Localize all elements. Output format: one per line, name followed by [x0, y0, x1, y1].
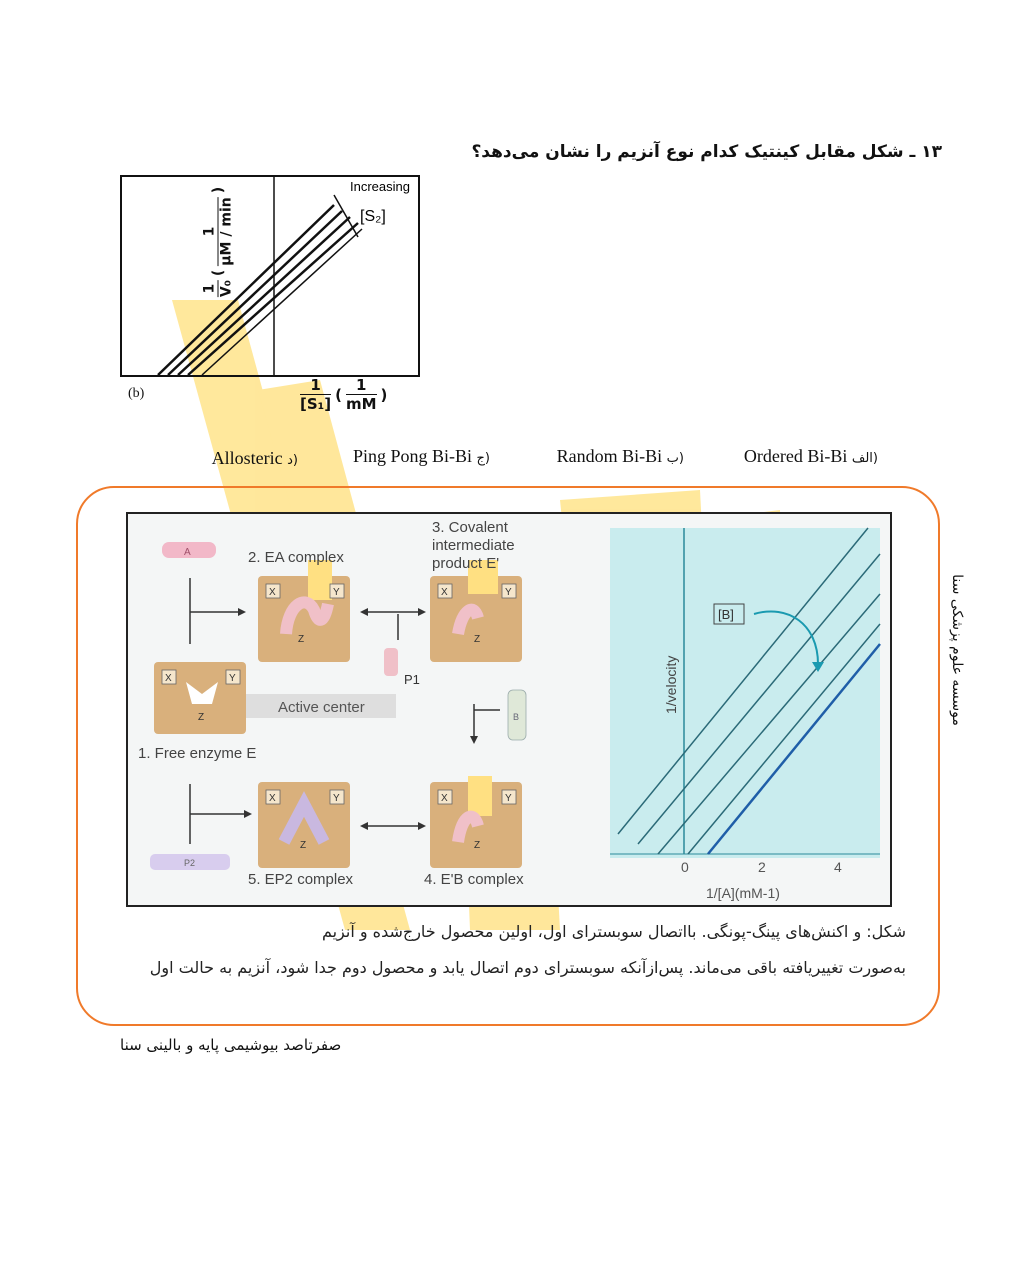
- option-d[interactable]: [212, 448, 298, 469]
- step4-label: 4. E'B complex: [424, 871, 524, 888]
- svg-text:X: X: [441, 587, 448, 598]
- side-watermark: [942, 530, 972, 770]
- substrate-a-label: A: [184, 547, 191, 558]
- increasing-label: Increasing: [350, 179, 410, 194]
- svg-text:Y: Y: [333, 587, 340, 598]
- option-a[interactable]: [744, 446, 878, 467]
- step3-line2: intermediate: [432, 537, 515, 554]
- svg-text:Y: Y: [229, 673, 236, 684]
- y-axis-label: 1 V₀ ( 1 μM / min ): [201, 186, 235, 298]
- svg-text:X: X: [441, 793, 448, 804]
- product-p1-label: P1: [404, 672, 420, 687]
- caption-line-1: شکل: و اکنش‌های پینگ-پونگی. بااتصال سوبسترای اول، اولین محصول خارج‌شده و آنزیم: [321, 922, 906, 941]
- ylabel-num: 1: [201, 283, 218, 294]
- option-d-text: Allosteric: [211, 448, 283, 468]
- yunit-num: 1: [201, 226, 218, 237]
- svg-text:Y: Y: [333, 793, 340, 804]
- step5-label: 5. EP2 complex: [248, 871, 354, 888]
- graph-tick-2: 2: [758, 859, 766, 875]
- s2-label: [S₂]: [360, 208, 386, 225]
- substrate-b-label: B: [513, 712, 520, 722]
- svg-text:Y: Y: [505, 793, 512, 804]
- active-center-label: Active center: [278, 699, 365, 716]
- xlabel-den: [S₁]: [300, 395, 332, 413]
- product-p1-shape: [384, 648, 398, 676]
- svg-text:Z: Z: [300, 840, 307, 851]
- svg-text:X: X: [165, 673, 172, 684]
- ylabel-den: V₀: [218, 280, 235, 298]
- step3-line3: product E': [432, 555, 500, 572]
- option-a-text: Ordered Bi-Bi: [743, 446, 848, 466]
- product-p2-label: P2: [184, 858, 196, 868]
- option-d-label: د): [287, 453, 298, 468]
- x-axis-label: $\frac{1}{\text{[S₁]}}$ ( $\frac{1}{mM}$ ): [300, 376, 388, 413]
- question-text: [471, 142, 942, 162]
- ping-pong-figure: [126, 512, 892, 907]
- option-b-text: Random Bi-Bi: [556, 446, 663, 466]
- step2-label: 2. EA complex: [248, 549, 344, 566]
- plot-lines: [122, 177, 418, 375]
- svg-text:Z: Z: [198, 712, 205, 723]
- graph-ylabel: 1/velocity: [663, 655, 679, 714]
- lineweaver-burk-plot: [120, 175, 420, 377]
- panel-label-b: (b): [128, 386, 145, 401]
- xunit-den: mM: [345, 395, 377, 413]
- graph-xlabel: 1/[A](mM-1): [706, 885, 780, 901]
- caption-line-2: به‌صورت تغییریافته باقی می‌ماند. پس‌ازآنکه سوبسترای دوم اتصال یابد و محصول دوم جدا شود، آنزیم به حالت اول: [149, 958, 906, 977]
- xunit-num: 1: [356, 376, 367, 394]
- yunit-den: μM / min: [218, 197, 235, 266]
- svg-text:Z: Z: [298, 634, 305, 645]
- side-text: موسسه علوم پزشکی سنا: [949, 574, 965, 726]
- svg-text:Y: Y: [505, 587, 512, 598]
- step1-label: 1. Free enzyme E: [138, 745, 257, 762]
- option-c-label: ج): [476, 451, 490, 466]
- xlabel-num: 1: [310, 376, 321, 394]
- graph-tick-4: 4: [834, 859, 842, 875]
- question-number: ۱۳ ـ: [909, 142, 942, 162]
- svg-text:Z: Z: [474, 840, 481, 851]
- option-c[interactable]: [353, 446, 490, 467]
- graph-tick-0: 0: [681, 859, 689, 875]
- figure-svg: [128, 514, 890, 905]
- question-body: شکل مقابل کینتیک کدام نوع آنزیم را نشان می‌دهد؟: [471, 142, 904, 162]
- option-c-text: Ping Pong Bi-Bi: [352, 446, 473, 466]
- option-b[interactable]: [557, 446, 684, 467]
- svg-text:X: X: [269, 587, 276, 598]
- step3-line1: 3. Covalent: [432, 519, 508, 536]
- option-a-label: الف): [851, 451, 878, 466]
- option-b-label: ب): [666, 451, 684, 466]
- svg-text:X: X: [269, 793, 276, 804]
- svg-text:Z: Z: [474, 634, 481, 645]
- footer-text: صفرتاصد بیوشیمی پایه و بالینی سنا: [120, 1036, 342, 1054]
- graph-b-label: [B]: [718, 607, 734, 622]
